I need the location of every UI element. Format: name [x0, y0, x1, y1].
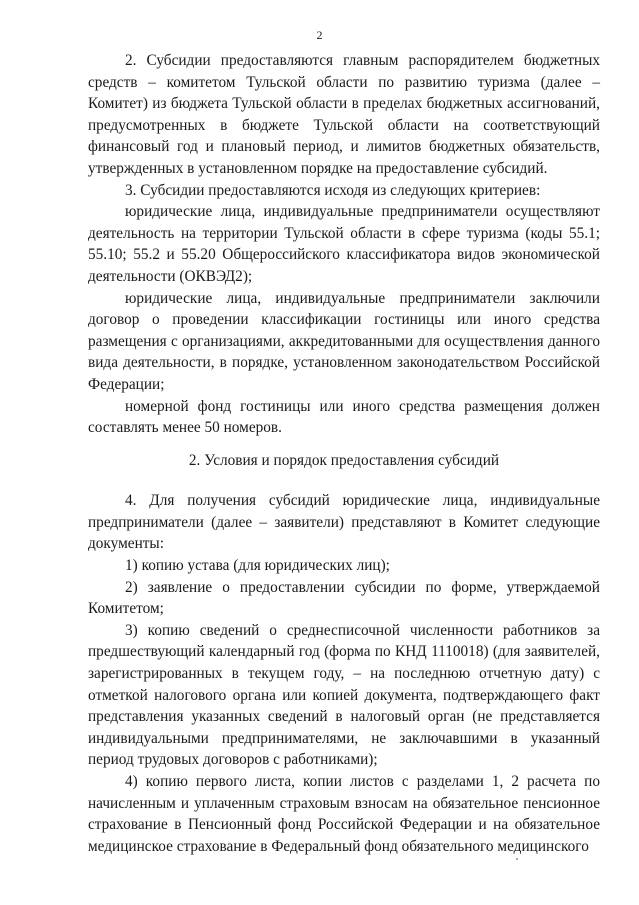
paragraph-criterion-3: номерной фонд гостиницы или иного средства размещения должен составлять менее 50 номеров. — [88, 397, 600, 437]
section-spacer — [88, 482, 600, 490]
paragraph-clause-4: 4. Для получения субсидий юридические лица, индивидуальные предприниматели (далее – заявители) представляют в Комитет следующие документы: — [88, 492, 600, 553]
paragraph-item-1: 1) копию устава (для юридических лиц); — [125, 557, 390, 575]
document-body — [88, 50, 600, 857]
page-number: 2 — [316, 28, 323, 42]
scan-speck — [516, 858, 518, 860]
section-heading: 2. Условия и порядок предоставления субсидий — [188, 451, 500, 469]
paragraph-criterion-1: юридические лица, индивидуальные предприниматели осуществляют деятельность на территории Тульской области в сфере туризма (коды 55.1; 55.10; 55.2 и 55.20 Общероссийского классификатора видов экономической деятельности (ОКВЭД2); — [88, 203, 600, 285]
paragraph-item-4: 4) копию первого листа, копии листов с разделами 1, 2 расчета по начисленным и уплаченным страховым взносам на обязательное пенсионное страхование в Пенсионный фонд Российской Федерации и на обязательное медицинское страхование в Федеральный фонд обязательного медицинского — [88, 773, 600, 855]
paragraph-clause-2: 2. Субсидии предоставляются главным распорядителем бюджетных средств – комитетом Тульской области по развитию туризма (далее – Комитет) из бюджета Тульской области в пределах бюджетных ассигнований, предусмотренных в бюджете Тульской области на соответствующий финансовый год и плановый период, и лимитов бюджетных обязательств, утвержденных в установленном порядке на предоставление субсидий. — [88, 52, 600, 177]
paragraph-item-2: 2) заявление о предоставлении субсидии по форме, утверждаемой Комитетом; — [88, 578, 600, 618]
paragraph-item-3: 3) копию сведений о среднесписочной численности работников за предшествующий календарный год (форма по КНД 1110018) (для заявителей, зарегистрированных в текущем году, – на последнюю отчетную дату) с отметкой налогового органа или копией документа, подтверждающего факт представления указанных сведений в налоговый орган (не представляется индивидуальными предпринимателями, не заключавшими в указанный период трудовых договоров с работниками); — [88, 621, 600, 769]
paragraph-clause-3: 3. Субсидии предоставляются исходя из следующих критериев: — [125, 181, 541, 199]
paragraph-criterion-2: юридические лица, индивидуальные предприниматели заключили договор о проведении классификации гостиницы или иного средства размещения с организациями, аккредитованными для осуществления данного вида деятельности, в порядке, установленном законодательством Российской Федерации; — [88, 289, 600, 393]
